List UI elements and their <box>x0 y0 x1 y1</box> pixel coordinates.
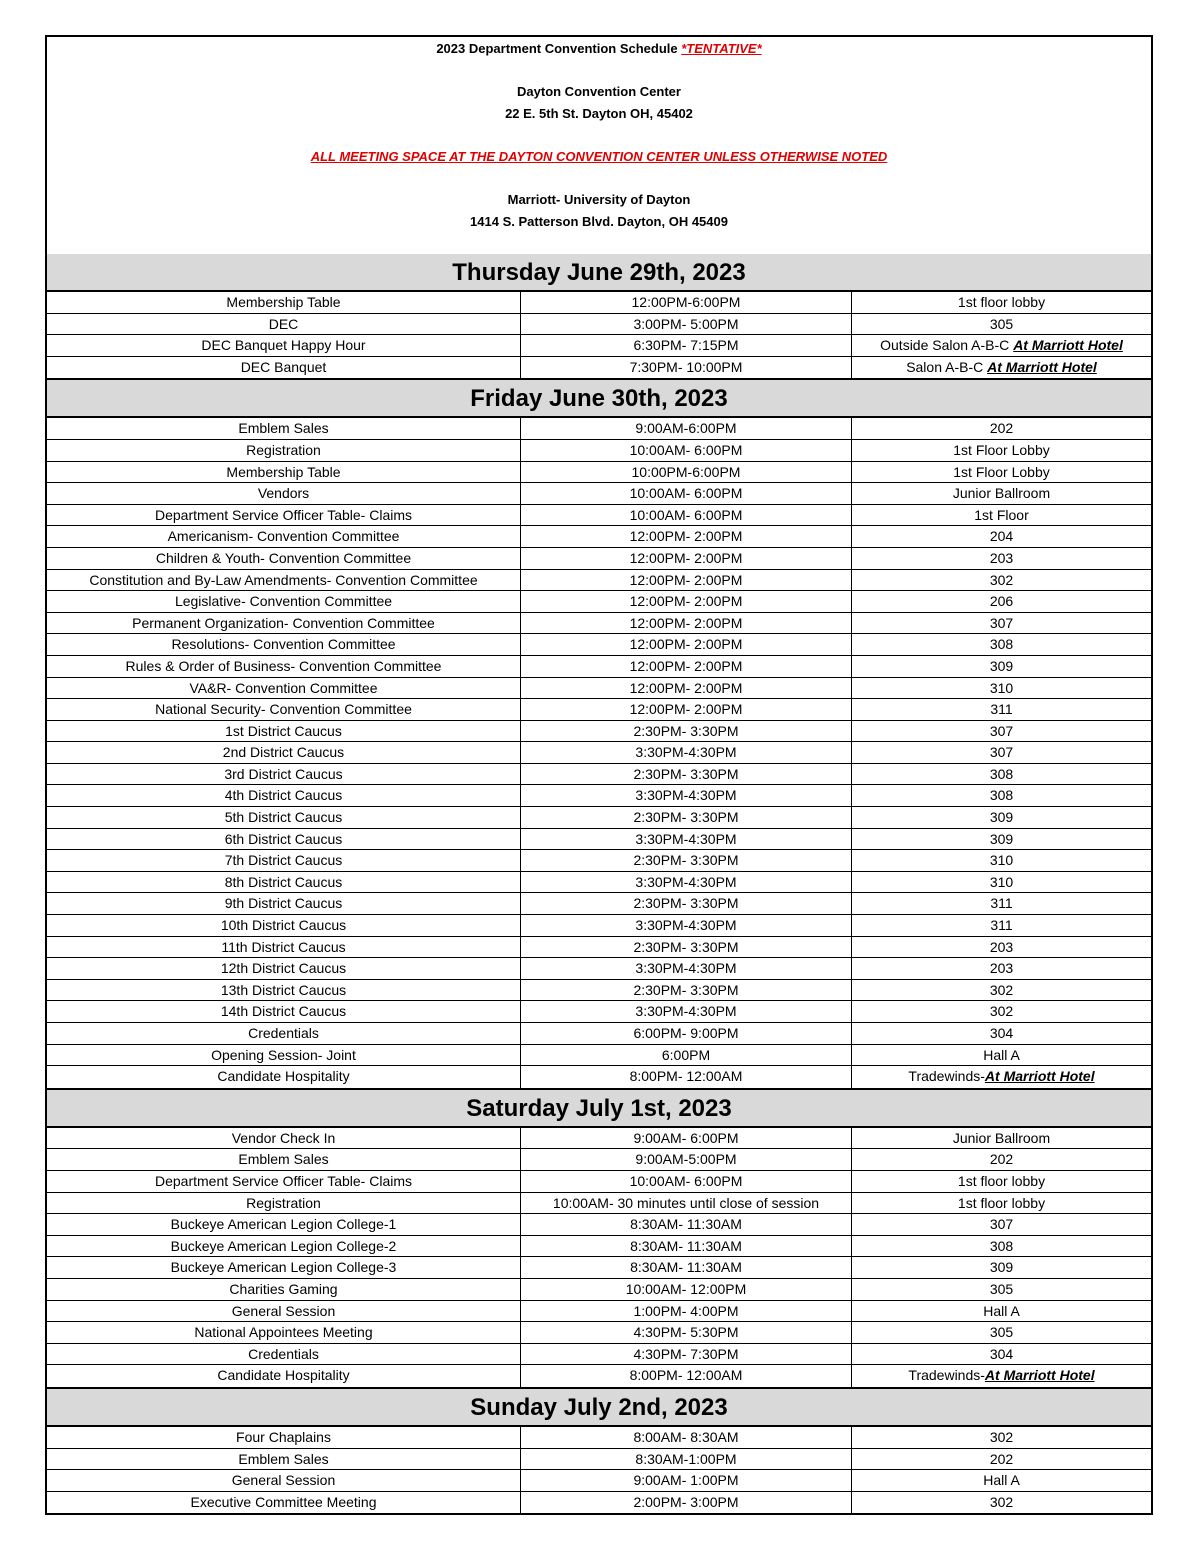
event-cell: Department Service Officer Table- Claims <box>47 505 521 526</box>
table-row <box>47 1236 1151 1258</box>
table-row <box>47 548 1151 570</box>
time-cell: 2:30PM- 3:30PM <box>521 850 852 871</box>
location-cell <box>852 1344 1151 1365</box>
time-cell: 12:00PM- 2:00PM <box>521 526 852 547</box>
location-text: 307 <box>989 722 1014 739</box>
table-row <box>47 314 1151 336</box>
table-row <box>47 1193 1151 1215</box>
time-cell: 6:00PM <box>521 1045 852 1066</box>
table-row <box>47 893 1151 915</box>
table-row <box>47 915 1151 937</box>
time-cell: 10:00AM- 6:00PM <box>521 1171 852 1192</box>
location-text: 311 <box>990 917 1013 934</box>
table-row <box>47 742 1151 764</box>
table-row <box>47 1149 1151 1171</box>
location-cell <box>852 1128 1151 1149</box>
location-text: Tradewinds- <box>908 1367 985 1384</box>
location-text: Hall A <box>983 1302 1020 1319</box>
location-cell <box>852 1470 1151 1491</box>
time-cell: 3:00PM- 5:00PM <box>521 314 852 335</box>
location-cell <box>852 699 1151 720</box>
location-cell <box>852 505 1151 526</box>
time-cell: 8:30AM-1:00PM <box>521 1449 852 1470</box>
location-text: 310 <box>989 852 1014 869</box>
location-cell <box>852 893 1151 914</box>
event-cell: Membership Table <box>47 292 521 313</box>
event-cell: 7th District Caucus <box>47 850 521 871</box>
location-note: At Marriott Hotel <box>984 1367 1095 1384</box>
event-cell: Candidate Hospitality <box>47 1066 521 1088</box>
time-cell: 12:00PM-6:00PM <box>521 292 852 313</box>
time-cell: 10:00PM-6:00PM <box>521 462 852 483</box>
hotel-name: Marriott- University of Dayton <box>507 192 691 207</box>
table-row <box>47 1492 1151 1514</box>
time-cell: 12:00PM- 2:00PM <box>521 548 852 569</box>
table-row <box>47 505 1151 527</box>
location-text: 307 <box>989 744 1014 761</box>
time-cell: 12:00PM- 2:00PM <box>521 656 852 677</box>
table-row <box>47 1322 1151 1344</box>
location-cell <box>852 1001 1151 1022</box>
location-cell <box>852 440 1151 461</box>
location-cell <box>852 1322 1151 1343</box>
location-text: 308 <box>989 765 1014 782</box>
location-text: Junior Ballroom <box>952 1129 1051 1146</box>
event-cell: Emblem Sales <box>47 1149 521 1170</box>
location-text: 309 <box>989 657 1014 674</box>
table-row <box>47 937 1151 959</box>
location-cell <box>852 1279 1151 1300</box>
event-cell: Americanism- Convention Committee <box>47 526 521 547</box>
event-cell: Permanent Organization- Convention Committee <box>47 613 521 634</box>
table-row <box>47 1301 1151 1323</box>
event-cell: Vendor Check In <box>47 1128 521 1149</box>
time-cell: 3:30PM-4:30PM <box>521 958 852 979</box>
event-cell: Buckeye American Legion College-2 <box>47 1236 521 1257</box>
location-cell <box>852 807 1151 828</box>
location-text: 302 <box>989 1493 1014 1510</box>
location-cell <box>852 1492 1151 1514</box>
location-cell <box>852 915 1151 936</box>
time-cell: 12:00PM- 2:00PM <box>521 678 852 699</box>
hotel-address: 1414 S. Patterson Blvd. Dayton, OH 45409 <box>470 214 728 229</box>
day-block <box>47 378 1151 1087</box>
table-row <box>47 1066 1151 1088</box>
location-cell <box>852 980 1151 1001</box>
table-row <box>47 785 1151 807</box>
location-text: 202 <box>989 420 1014 437</box>
table-row <box>47 1001 1151 1023</box>
time-cell: 3:30PM-4:30PM <box>521 1001 852 1022</box>
event-cell: Credentials <box>47 1344 521 1365</box>
location-note: At Marriott Hotel <box>1013 337 1123 354</box>
location-text: Junior Ballroom <box>952 485 1051 502</box>
location-text: 302 <box>989 571 1014 588</box>
event-cell: National Security- Convention Committee <box>47 699 521 720</box>
event-cell: 4th District Caucus <box>47 785 521 806</box>
time-cell: 8:30AM- 11:30AM <box>521 1214 852 1235</box>
location-text: 203 <box>989 960 1014 977</box>
location-cell <box>852 764 1151 785</box>
table-row <box>47 850 1151 872</box>
table-row <box>47 721 1151 743</box>
location-cell <box>852 1214 1151 1235</box>
event-cell: Membership Table <box>47 462 521 483</box>
table-row <box>47 656 1151 678</box>
event-cell: 2nd District Caucus <box>47 742 521 763</box>
location-cell <box>852 1301 1151 1322</box>
table-row <box>47 1449 1151 1471</box>
time-cell: 3:30PM-4:30PM <box>521 785 852 806</box>
event-cell: Opening Session- Joint <box>47 1045 521 1066</box>
table-row <box>47 1214 1151 1236</box>
schedule-header <box>47 37 1151 256</box>
event-cell: Buckeye American Legion College-1 <box>47 1214 521 1235</box>
location-cell <box>852 656 1151 677</box>
time-cell: 9:00AM- 1:00PM <box>521 1470 852 1491</box>
notice-text: ALL MEETING SPACE AT THE DAYTON CONVENTION CENTER UNLESS OTHERWISE NOTED <box>310 149 888 164</box>
table-row <box>47 872 1151 894</box>
location-cell <box>852 1427 1151 1448</box>
table-row <box>47 699 1151 721</box>
location-text: 302 <box>989 1003 1014 1020</box>
location-note: At Marriott Hotel <box>987 358 1097 375</box>
location-cell <box>852 1449 1151 1470</box>
location-text: 304 <box>989 1025 1014 1041</box>
time-cell: 2:30PM- 3:30PM <box>521 807 852 828</box>
event-cell: 10th District Caucus <box>47 915 521 936</box>
location-text: 305 <box>989 315 1014 332</box>
time-cell: 12:00PM- 2:00PM <box>521 699 852 720</box>
location-text: 308 <box>989 787 1014 804</box>
location-cell <box>852 1149 1151 1170</box>
event-cell: 6th District Caucus <box>47 829 521 850</box>
day-block <box>47 1387 1151 1513</box>
table-row <box>47 807 1151 829</box>
location-cell <box>852 678 1151 699</box>
table-row <box>47 613 1151 635</box>
table-row <box>47 591 1151 613</box>
event-cell: Registration <box>47 1193 521 1214</box>
event-cell: Legislative- Convention Committee <box>47 591 521 612</box>
event-cell: DEC <box>47 314 521 335</box>
location-cell <box>852 1365 1151 1387</box>
location-text: 1st floor lobby <box>957 1194 1046 1211</box>
day-block <box>47 1088 1151 1387</box>
location-text: 309 <box>989 1259 1014 1276</box>
event-cell: General Session <box>47 1470 521 1491</box>
tentative-label: *TENTATIVE* <box>681 41 762 56</box>
event-cell: Constitution and By-Law Amendments- Convention Committee <box>47 570 521 591</box>
time-cell: 2:30PM- 3:30PM <box>521 764 852 785</box>
day-heading: Sunday July 2nd, 2023 <box>47 1389 1151 1427</box>
table-row <box>47 1365 1151 1387</box>
table-row <box>47 1171 1151 1193</box>
document-title-line <box>47 41 1151 57</box>
event-cell: National Appointees Meeting <box>47 1322 521 1343</box>
location-cell <box>852 1171 1151 1192</box>
event-cell: 14th District Caucus <box>47 1001 521 1022</box>
event-cell: Registration <box>47 440 521 461</box>
location-cell <box>852 721 1151 742</box>
table-row <box>47 335 1151 357</box>
time-cell: 12:00PM- 2:00PM <box>521 634 852 655</box>
schedule-sheet <box>45 35 1153 1515</box>
event-cell: Charities Gaming <box>47 1279 521 1300</box>
event-cell: 8th District Caucus <box>47 872 521 893</box>
location-text: 305 <box>989 1280 1014 1297</box>
location-cell <box>852 829 1151 850</box>
schedule-table <box>47 254 1151 1513</box>
location-text: 310 <box>989 679 1014 696</box>
location-cell <box>852 1045 1151 1066</box>
location-text: 305 <box>989 1324 1014 1341</box>
time-cell: 1:00PM- 4:00PM <box>521 1301 852 1322</box>
time-cell: 6:30PM- 7:15PM <box>521 335 852 356</box>
location-cell <box>852 335 1151 356</box>
time-cell: 9:00AM-6:00PM <box>521 418 852 439</box>
location-text: 202 <box>989 1151 1014 1168</box>
event-cell: Rules & Order of Business- Convention Committee <box>47 656 521 677</box>
location-text: Hall A <box>983 1046 1020 1063</box>
table-row <box>47 483 1151 505</box>
day-rows <box>47 1427 1151 1513</box>
time-cell: 12:00PM- 2:00PM <box>521 591 852 612</box>
time-cell: 2:30PM- 3:30PM <box>521 980 852 1001</box>
table-row <box>47 440 1151 462</box>
location-text: 204 <box>989 528 1014 545</box>
location-text: 206 <box>989 593 1014 610</box>
event-cell: 11th District Caucus <box>47 937 521 958</box>
location-text: 1st Floor Lobby <box>953 463 1050 480</box>
time-cell: 10:00AM- 30 minutes until close of session <box>521 1193 852 1214</box>
table-row <box>47 1470 1151 1492</box>
day-heading: Thursday June 29th, 2023 <box>47 254 1151 292</box>
event-cell: DEC Banquet Happy Hour <box>47 335 521 356</box>
location-cell <box>852 526 1151 547</box>
location-cell <box>852 1257 1151 1278</box>
time-cell: 8:00AM- 8:30AM <box>521 1427 852 1448</box>
location-note: At Marriott Hotel <box>984 1068 1095 1085</box>
time-cell: 2:00PM- 3:00PM <box>521 1492 852 1514</box>
time-cell: 8:30AM- 11:30AM <box>521 1236 852 1257</box>
event-cell: Executive Committee Meeting <box>47 1492 521 1514</box>
table-row <box>47 1045 1151 1067</box>
event-cell: Department Service Officer Table- Claims <box>47 1171 521 1192</box>
day-heading: Friday June 30th, 2023 <box>47 380 1151 418</box>
location-text: 1st floor lobby <box>957 1172 1046 1189</box>
location-text: Salon A-B-C <box>906 358 988 375</box>
event-cell: General Session <box>47 1301 521 1322</box>
day-heading: Saturday July 1st, 2023 <box>47 1090 1151 1128</box>
location-text: 310 <box>989 873 1014 890</box>
time-cell: 12:00PM- 2:00PM <box>521 570 852 591</box>
table-row <box>47 1257 1151 1279</box>
location-cell <box>852 483 1151 504</box>
table-row <box>47 462 1151 484</box>
time-cell: 3:30PM-4:30PM <box>521 742 852 763</box>
event-cell: Children & Youth- Convention Committee <box>47 548 521 569</box>
document-title: 2023 Department Convention Schedule <box>436 41 678 56</box>
time-cell: 10:00AM- 6:00PM <box>521 505 852 526</box>
time-cell: 2:30PM- 3:30PM <box>521 893 852 914</box>
location-cell <box>852 850 1151 871</box>
time-cell: 4:30PM- 5:30PM <box>521 1322 852 1343</box>
location-text: 311 <box>990 701 1013 718</box>
location-text: 309 <box>989 809 1014 826</box>
location-cell <box>852 548 1151 569</box>
location-cell <box>852 785 1151 806</box>
location-text: Outside Salon A-B-C <box>880 337 1014 354</box>
table-row <box>47 980 1151 1002</box>
time-cell: 3:30PM-4:30PM <box>521 915 852 936</box>
time-cell: 9:00AM-5:00PM <box>521 1149 852 1170</box>
location-text: 1st floor lobby <box>957 294 1046 310</box>
time-cell: 6:00PM- 9:00PM <box>521 1023 852 1044</box>
location-text: 304 <box>989 1345 1014 1362</box>
location-text: 309 <box>989 830 1014 847</box>
table-row <box>47 1128 1151 1150</box>
table-row <box>47 292 1151 314</box>
event-cell: 13th District Caucus <box>47 980 521 1001</box>
event-cell: Resolutions- Convention Committee <box>47 634 521 655</box>
location-cell <box>852 314 1151 335</box>
event-cell: Four Chaplains <box>47 1427 521 1448</box>
location-text: 302 <box>989 1428 1014 1445</box>
location-text: 1st Floor Lobby <box>953 441 1050 458</box>
time-cell: 10:00AM- 12:00PM <box>521 1279 852 1300</box>
event-cell: VA&R- Convention Committee <box>47 678 521 699</box>
location-text: 302 <box>989 981 1014 998</box>
time-cell: 10:00AM- 6:00PM <box>521 440 852 461</box>
event-cell: 5th District Caucus <box>47 807 521 828</box>
location-cell <box>852 872 1151 893</box>
location-text: Tradewinds- <box>908 1068 985 1085</box>
table-row <box>47 634 1151 656</box>
event-cell: 9th District Caucus <box>47 893 521 914</box>
location-cell <box>852 1193 1151 1214</box>
table-row <box>47 526 1151 548</box>
location-cell <box>852 613 1151 634</box>
location-cell <box>852 937 1151 958</box>
location-text: Hall A <box>983 1472 1020 1489</box>
day-block <box>47 254 1151 378</box>
table-row <box>47 678 1151 700</box>
location-cell <box>852 634 1151 655</box>
venue-name: Dayton Convention Center <box>517 84 681 99</box>
location-text: 308 <box>989 636 1014 653</box>
location-cell <box>852 742 1151 763</box>
time-cell: 9:00AM- 6:00PM <box>521 1128 852 1149</box>
event-cell: 1st District Caucus <box>47 721 521 742</box>
event-cell: Candidate Hospitality <box>47 1365 521 1387</box>
event-cell: Buckeye American Legion College-3 <box>47 1257 521 1278</box>
venue-address: 22 E. 5th St. Dayton OH, 45402 <box>505 106 693 121</box>
time-cell: 7:30PM- 10:00PM <box>521 357 852 379</box>
event-cell: 3rd District Caucus <box>47 764 521 785</box>
event-cell: 12th District Caucus <box>47 958 521 979</box>
time-cell: 2:30PM- 3:30PM <box>521 937 852 958</box>
time-cell: 8:00PM- 12:00AM <box>521 1066 852 1088</box>
time-cell: 8:30AM- 11:30AM <box>521 1257 852 1278</box>
location-cell <box>852 357 1151 379</box>
time-cell: 2:30PM- 3:30PM <box>521 721 852 742</box>
table-row <box>47 1279 1151 1301</box>
table-row <box>47 1023 1151 1045</box>
event-cell: Credentials <box>47 1023 521 1044</box>
day-rows <box>47 418 1151 1087</box>
location-text: 203 <box>989 938 1014 955</box>
time-cell: 10:00AM- 6:00PM <box>521 483 852 504</box>
table-row <box>47 958 1151 980</box>
day-rows <box>47 292 1151 378</box>
location-cell <box>852 958 1151 979</box>
location-text: 308 <box>989 1237 1014 1254</box>
meeting-space-notice <box>47 149 1151 165</box>
table-row <box>47 1344 1151 1366</box>
time-cell: 12:00PM- 2:00PM <box>521 613 852 634</box>
location-cell <box>852 591 1151 612</box>
location-cell <box>852 1023 1151 1044</box>
table-row <box>47 418 1151 440</box>
location-cell <box>852 418 1151 439</box>
table-row <box>47 829 1151 851</box>
table-row <box>47 357 1151 379</box>
location-cell <box>852 462 1151 483</box>
event-cell: DEC Banquet <box>47 357 521 379</box>
location-text: 311 <box>990 895 1013 912</box>
location-cell <box>852 570 1151 591</box>
table-row <box>47 1427 1151 1449</box>
time-cell: 3:30PM-4:30PM <box>521 872 852 893</box>
location-text: 307 <box>989 1216 1014 1233</box>
location-text: 203 <box>989 549 1014 566</box>
time-cell: 8:00PM- 12:00AM <box>521 1365 852 1387</box>
table-row <box>47 570 1151 592</box>
location-text: 1st Floor <box>974 506 1029 523</box>
day-rows <box>47 1128 1151 1387</box>
event-cell: Vendors <box>47 483 521 504</box>
location-cell <box>852 292 1151 313</box>
time-cell: 3:30PM-4:30PM <box>521 829 852 850</box>
event-cell: Emblem Sales <box>47 418 521 439</box>
location-cell <box>852 1066 1151 1088</box>
time-cell: 4:30PM- 7:30PM <box>521 1344 852 1365</box>
table-row <box>47 764 1151 786</box>
event-cell: Emblem Sales <box>47 1449 521 1470</box>
location-cell <box>852 1236 1151 1257</box>
location-text: 202 <box>989 1450 1014 1467</box>
location-text: 307 <box>989 614 1014 631</box>
